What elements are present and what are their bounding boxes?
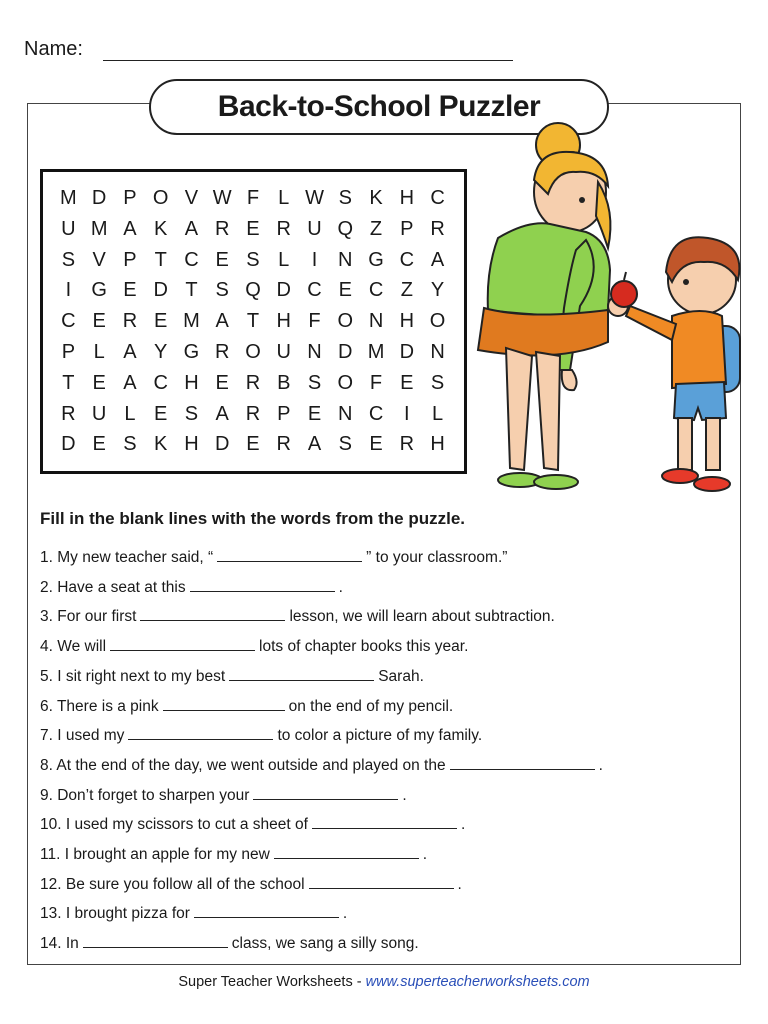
question-item — [40, 785, 407, 805]
grid-letter[interactable]: I — [65, 279, 72, 302]
grid-letter[interactable]: W — [212, 187, 232, 209]
question-text: 12. Be sure you follow all of the school — [40, 875, 305, 893]
grid-letter[interactable]: E — [338, 279, 352, 302]
answer-blank[interactable] — [309, 874, 454, 889]
answer-blank[interactable] — [163, 696, 285, 711]
grid-letter[interactable]: O — [337, 310, 354, 333]
question-text: 4. We will — [40, 638, 107, 656]
grid-letter[interactable]: S — [123, 433, 137, 456]
answer-blank[interactable] — [83, 933, 228, 948]
grid-letter[interactable]: M — [183, 310, 200, 333]
footer — [0, 974, 768, 990]
grid-letter[interactable]: D — [153, 279, 168, 302]
page-title: Back-to-School Puzzler — [149, 79, 609, 135]
question-item — [40, 903, 347, 923]
grid-letter[interactable]: S — [184, 402, 199, 425]
grid-letter[interactable]: C — [368, 279, 384, 302]
question-item — [40, 696, 453, 716]
name-label: Name: — [24, 38, 83, 60]
grid-letter[interactable]: C — [307, 279, 322, 302]
grid-letter[interactable]: E — [92, 310, 106, 333]
grid-letter[interactable]: E — [123, 279, 137, 302]
grid-letter[interactable]: Q — [245, 279, 261, 302]
grid-letter[interactable]: E — [215, 248, 229, 271]
question-text: 1. My new teacher said, “ — [40, 549, 214, 566]
question-item — [40, 874, 462, 894]
footer-text: Super Teacher Worksheets - — [178, 974, 366, 990]
grid-letter[interactable]: S — [430, 371, 445, 394]
question-text: 9. Don’t forget to sharpen your — [40, 786, 250, 804]
grid-letter[interactable]: R — [245, 402, 261, 425]
question-item — [40, 547, 507, 567]
grid-letter[interactable]: V — [92, 248, 106, 271]
question-text-end: class, we sang a silly song. — [231, 935, 419, 953]
grid-letter[interactable]: P — [123, 187, 137, 209]
question-text: 11. I brought an apple for my new — [40, 846, 270, 863]
question-text-end: . — [422, 846, 428, 863]
grid-letter[interactable]: P — [277, 402, 291, 425]
grid-letter[interactable]: G — [91, 279, 107, 302]
grid-letter[interactable]: A — [123, 217, 137, 240]
grid-letter[interactable]: A — [123, 340, 137, 363]
grid-letter[interactable]: N — [430, 340, 445, 363]
grid-letter[interactable]: E — [369, 433, 383, 456]
question-text-end: Sarah. — [378, 667, 424, 685]
grid-letter[interactable]: C — [368, 402, 384, 425]
grid-letter[interactable]: S — [61, 248, 76, 271]
grid-letter[interactable]: Q — [337, 217, 354, 240]
grid-letter[interactable]: E — [154, 402, 168, 425]
grid-letter[interactable]: T — [62, 371, 75, 394]
question-text-end: on the end of my pencil. — [288, 697, 454, 715]
grid-letter[interactable]: R — [276, 217, 291, 240]
question-text-end: . — [460, 816, 466, 834]
grid-letter[interactable]: I — [404, 402, 410, 425]
question-item — [40, 844, 427, 864]
question-item — [40, 725, 482, 745]
answer-blank[interactable] — [194, 903, 339, 918]
name-line[interactable] — [103, 60, 513, 61]
grid-letter[interactable]: R — [214, 340, 230, 363]
grid-letter[interactable]: L — [124, 402, 136, 425]
question-text-end: . — [402, 786, 407, 804]
grid-letter[interactable]: E — [246, 217, 260, 240]
grid-letter[interactable]: R — [276, 433, 291, 456]
grid-letter[interactable]: D — [214, 433, 230, 456]
grid-letter[interactable]: S — [338, 433, 352, 456]
question-text: 2. Have a seat at this — [40, 578, 186, 596]
teacher-figure — [478, 123, 610, 489]
grid-letter[interactable]: K — [154, 217, 168, 240]
grid-letter[interactable]: P — [123, 248, 137, 271]
grid-row — [53, 337, 453, 368]
grid-letter[interactable]: L — [93, 340, 105, 363]
grid-row — [53, 306, 453, 337]
grid-letter[interactable]: C — [184, 248, 199, 271]
grid-letter[interactable]: A — [430, 248, 445, 271]
grid-letter[interactable]: H — [399, 187, 415, 209]
grid-row — [53, 275, 453, 306]
grid-letter[interactable]: H — [399, 310, 415, 333]
question-text-end: ” to your classroom.” — [366, 549, 508, 566]
question-text-end: lesson, we will learn about subtraction. — [289, 608, 555, 626]
grid-letter[interactable]: A — [215, 310, 229, 333]
grid-letter[interactable]: E — [307, 402, 322, 425]
question-text: 3. For our first — [40, 608, 137, 626]
grid-row — [53, 399, 453, 430]
grid-row — [53, 214, 453, 245]
question-item — [40, 814, 465, 834]
grid-letter[interactable]: S — [338, 187, 352, 209]
grid-letter[interactable]: C — [430, 187, 445, 209]
grid-letter[interactable]: R — [430, 217, 445, 240]
word-search-grid — [53, 183, 453, 460]
answer-blank[interactable] — [140, 606, 285, 621]
apple-icon — [611, 281, 637, 307]
question-text: 13. I brought pizza for — [40, 905, 190, 923]
grid-letter[interactable]: Y — [430, 279, 445, 302]
grid-letter[interactable]: S — [307, 371, 322, 394]
grid-letter[interactable]: H — [184, 371, 199, 394]
question-text-end: . — [598, 756, 603, 774]
grid-letter[interactable]: N — [338, 402, 353, 425]
grid-letter[interactable]: G — [183, 340, 200, 363]
grid-letter[interactable]: A — [184, 217, 199, 240]
grid-letter[interactable]: U — [276, 340, 291, 363]
grid-letter[interactable]: A — [215, 402, 229, 425]
grid-letter[interactable]: H — [184, 433, 199, 456]
grid-letter[interactable]: A — [307, 433, 322, 456]
answer-blank[interactable] — [190, 577, 335, 592]
grid-letter[interactable]: L — [278, 248, 290, 271]
grid-letter[interactable]: E — [154, 310, 168, 333]
grid-letter[interactable]: P — [400, 217, 414, 240]
grid-letter[interactable]: N — [368, 310, 384, 333]
grid-row — [53, 368, 453, 399]
grid-letter[interactable]: F — [308, 310, 321, 333]
grid-letter[interactable]: O — [245, 340, 261, 363]
grid-letter[interactable]: S — [246, 248, 260, 271]
grid-letter[interactable]: L — [432, 402, 444, 425]
grid-letter[interactable]: W — [305, 187, 324, 209]
question-text: 7. I used my — [40, 727, 125, 745]
question-text-end: . — [457, 875, 462, 893]
answer-blank[interactable] — [229, 666, 374, 681]
grid-letter[interactable]: T — [246, 310, 260, 333]
question-text: 6. There is a pink — [40, 697, 159, 715]
grid-letter[interactable]: N — [307, 340, 322, 363]
grid-letter[interactable]: C — [61, 310, 76, 333]
question-text: 10. I used my scissors to cut a sheet of — [40, 816, 308, 834]
grid-letter[interactable]: E — [400, 371, 414, 394]
grid-letter[interactable]: T — [185, 279, 198, 302]
grid-letter[interactable]: O — [429, 310, 446, 333]
answer-blank[interactable] — [110, 636, 255, 651]
question-item — [40, 755, 603, 775]
grid-letter[interactable]: R — [245, 371, 261, 394]
grid-letter[interactable]: U — [91, 402, 107, 425]
question-item — [40, 606, 555, 626]
grid-row — [53, 245, 453, 276]
question-text: 5. I sit right next to my best — [40, 667, 226, 685]
grid-letter[interactable]: E — [92, 433, 106, 456]
grid-letter[interactable]: A — [123, 371, 137, 394]
grid-letter[interactable]: D — [91, 187, 107, 209]
grid-letter[interactable]: L — [278, 187, 290, 209]
answer-blank[interactable] — [450, 755, 595, 770]
grid-letter[interactable]: V — [184, 187, 199, 209]
answer-blank[interactable] — [217, 547, 362, 562]
grid-letter[interactable]: E — [246, 433, 260, 456]
grid-letter[interactable]: D — [338, 340, 353, 363]
grid-letter[interactable]: S — [215, 279, 229, 302]
grid-letter[interactable]: F — [246, 187, 260, 209]
question-item — [40, 666, 424, 686]
answer-blank[interactable] — [312, 814, 457, 829]
grid-letter[interactable]: Y — [154, 340, 168, 363]
grid-letter[interactable]: I — [311, 248, 318, 271]
grid-letter[interactable]: C — [399, 248, 415, 271]
grid-letter[interactable]: H — [276, 310, 291, 333]
grid-letter[interactable]: E — [92, 371, 106, 394]
question-item — [40, 636, 468, 656]
grid-letter[interactable]: Z — [400, 279, 413, 302]
grid-letter[interactable]: K — [369, 187, 383, 209]
answer-blank[interactable] — [128, 725, 273, 740]
question-text-end: lots of chapter books this year. — [259, 638, 469, 656]
question-text: 8. At the end of the day, we went outside and played on the — [40, 756, 446, 774]
grid-letter[interactable]: R — [61, 402, 76, 425]
grid-letter[interactable]: R — [399, 433, 415, 456]
grid-letter[interactable]: M — [367, 340, 385, 363]
grid-letter[interactable]: U — [307, 217, 322, 240]
grid-letter[interactable]: D — [399, 340, 415, 363]
question-item — [40, 577, 343, 597]
grid-letter[interactable]: M — [60, 187, 77, 209]
grid-letter[interactable]: R — [122, 310, 138, 333]
grid-letter[interactable]: K — [154, 433, 168, 456]
teacher-and-student-illustration — [458, 120, 748, 505]
footer-link[interactable]: www.superteacherworksheets.com — [365, 974, 590, 990]
answer-blank[interactable] — [274, 844, 419, 859]
instructions: Fill in the blank lines with the words from the puzzle. — [40, 509, 466, 528]
grid-letter[interactable]: D — [276, 279, 291, 302]
grid-letter[interactable]: Z — [369, 217, 383, 240]
question-text-end: . — [338, 578, 343, 596]
grid-letter[interactable]: U — [61, 217, 76, 240]
grid-letter[interactable]: B — [277, 371, 291, 394]
grid-letter[interactable]: R — [214, 217, 230, 240]
grid-letter[interactable]: M — [90, 217, 108, 240]
grid-letter[interactable]: F — [369, 371, 383, 394]
question-text-end: to color a picture of my family. — [277, 727, 483, 745]
question-text: 14. In — [40, 935, 79, 953]
grid-letter[interactable]: H — [430, 433, 445, 456]
grid-letter[interactable]: D — [61, 433, 76, 456]
grid-letter[interactable]: G — [368, 248, 384, 271]
grid-letter[interactable]: O — [337, 371, 354, 394]
student-figure — [608, 237, 740, 491]
grid-letter[interactable]: T — [154, 248, 167, 271]
grid-letter[interactable]: N — [338, 248, 353, 271]
grid-row — [53, 429, 453, 460]
answer-blank[interactable] — [253, 785, 398, 800]
question-item — [40, 933, 419, 953]
grid-letter[interactable]: O — [152, 187, 169, 209]
grid-row — [53, 183, 453, 214]
grid-letter[interactable]: C — [153, 371, 168, 394]
grid-letter[interactable]: E — [215, 371, 229, 394]
question-text-end: . — [342, 905, 348, 923]
grid-letter[interactable]: P — [61, 340, 76, 363]
